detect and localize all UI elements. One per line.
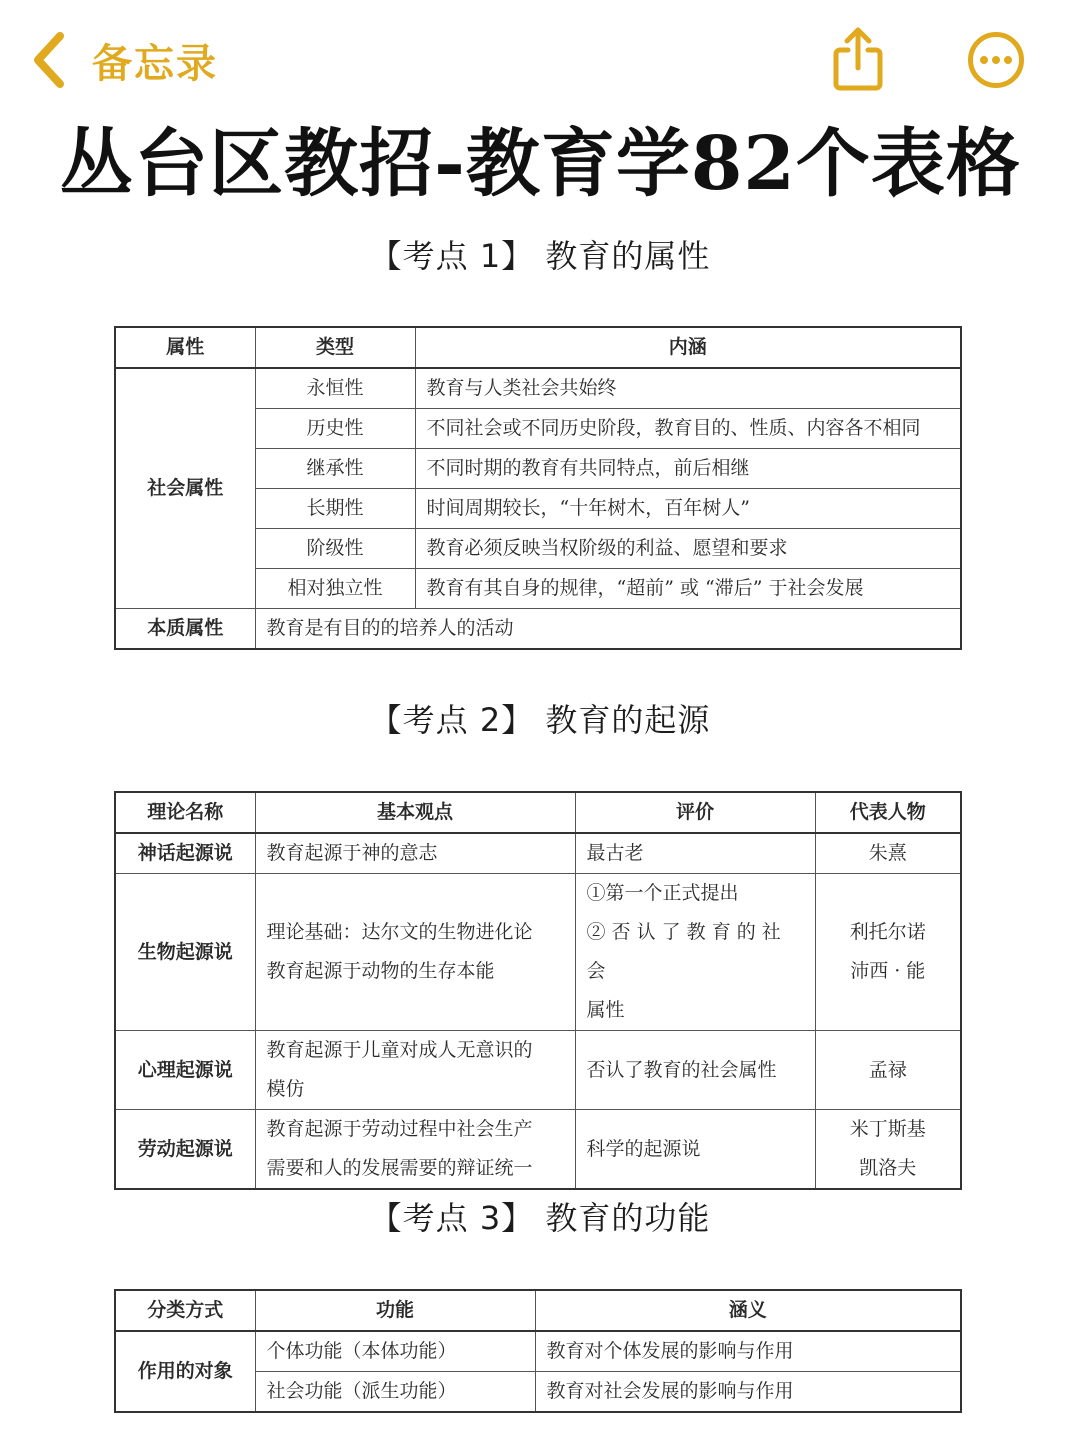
table-header-row [115,327,961,368]
cell-line: 理论基础：达尔文的生物进化论 [266,921,533,943]
table-row [115,1031,961,1110]
row-heading: 心理起源说 [115,1031,255,1110]
cell-line: 模仿 [266,1078,305,1100]
cell-line: 属性 [586,999,625,1021]
page-title: 丛台区教招-教育学82个表格 [59,121,1021,207]
column-header: 内涵 [415,327,961,368]
table-row [115,1110,961,1190]
table-cell: 教育与人类社会共始终 [415,368,961,409]
cell-line: ①第一个正式提出 [586,882,739,904]
table-cell: 继承性 [255,449,415,489]
column-header: 基本观点 [255,792,575,833]
column-header: 分类方式 [115,1290,255,1331]
table-cell: 教育对个体发展的影响与作用 [535,1331,961,1372]
table-cell: 永恒性 [255,368,415,409]
table-cell: 朱熹 [815,833,961,874]
column-header: 代表人物 [815,792,961,833]
column-header: 类型 [255,327,415,368]
table-education-attributes [114,326,962,650]
table-cell [255,1031,575,1110]
table-header-row [115,1290,961,1331]
cell-line: 教育起源于劳动过程中社会生产 [266,1118,533,1140]
table-cell [255,1110,575,1190]
table-cell: 孟禄 [815,1031,961,1110]
column-header: 涵义 [535,1290,961,1331]
table-cell [815,1110,961,1190]
table-cell: 最古老 [575,833,815,874]
column-header: 属性 [115,327,255,368]
table-cell: 教育是有目的的培养人的活动 [255,609,961,650]
row-heading: 本质属性 [115,609,255,650]
row-heading: 作用的对象 [115,1331,255,1412]
cell-line: 凯洛夫 [859,1157,917,1179]
section-heading-1: 【考点 1】 教育的属性 [369,237,711,275]
row-heading: 劳动起源说 [115,1110,255,1190]
back-label: 备忘录 [92,40,218,87]
table-cell: 教育起源于神的意志 [255,833,575,874]
table-education-origin [114,791,962,1190]
table-cell: 个体功能（本体功能） [255,1331,535,1372]
cell-line: ② 否 认 了 教 育 的 社 会 [586,921,781,982]
table-cell: 科学的起源说 [575,1110,815,1190]
table-cell: 否认了教育的社会属性 [575,1031,815,1110]
table-header-row [115,792,961,833]
table-cell: 不同社会或不同历史阶段，教育目的、性质、内容各不相同 [415,409,961,449]
column-header: 评价 [575,792,815,833]
table-cell [255,874,575,1031]
row-heading: 神话起源说 [115,833,255,874]
column-header: 功能 [255,1290,535,1331]
cell-line: 米丁斯基 [849,1118,926,1140]
back-button[interactable] [30,28,218,92]
table-row [115,1331,961,1372]
table-education-functions [114,1289,962,1413]
chevron-left-icon [30,32,66,88]
table-cell: 阶级性 [255,529,415,569]
cell-line: 利托尔诺 [849,921,926,943]
table-row [115,609,961,650]
table-cell: 社会功能（派生功能） [255,1372,535,1413]
cell-line: 需要和人的发展需要的辩证统一 [266,1157,533,1179]
table-row [115,368,961,409]
more-button[interactable] [967,31,1025,89]
share-button[interactable] [828,26,888,92]
section-heading-3: 【考点 3】 教育的功能 [369,1199,711,1237]
share-icon [828,77,888,96]
cell-line: 沛西 · 能 [850,960,926,982]
cell-line: 教育起源于儿童对成人无意识的 [266,1039,533,1061]
table-cell: 时间周期较长，“十年树木，百年树人” [415,489,961,529]
navigation-bar [0,0,1080,118]
column-header: 理论名称 [115,792,255,833]
table-cell: 相对独立性 [255,569,415,609]
table-cell: 历史性 [255,409,415,449]
table-cell [815,874,961,1031]
table-cell: 教育必须反映当权阶级的利益、愿望和要求 [415,529,961,569]
more-icon [967,74,1025,93]
cell-line: 教育起源于动物的生存本能 [266,960,495,982]
section-heading-2: 【考点 2】 教育的起源 [369,701,711,739]
table-cell: 教育对社会发展的影响与作用 [535,1372,961,1413]
row-heading: 社会属性 [115,368,255,609]
table-cell: 不同时期的教育有共同特点，前后相继 [415,449,961,489]
table-cell: 教育有其自身的规律，“超前” 或 “滞后” 于社会发展 [415,569,961,609]
row-heading: 生物起源说 [115,874,255,1031]
table-row [115,874,961,1031]
table-cell: 长期性 [255,489,415,529]
table-row [115,833,961,874]
table-cell [575,874,815,1031]
